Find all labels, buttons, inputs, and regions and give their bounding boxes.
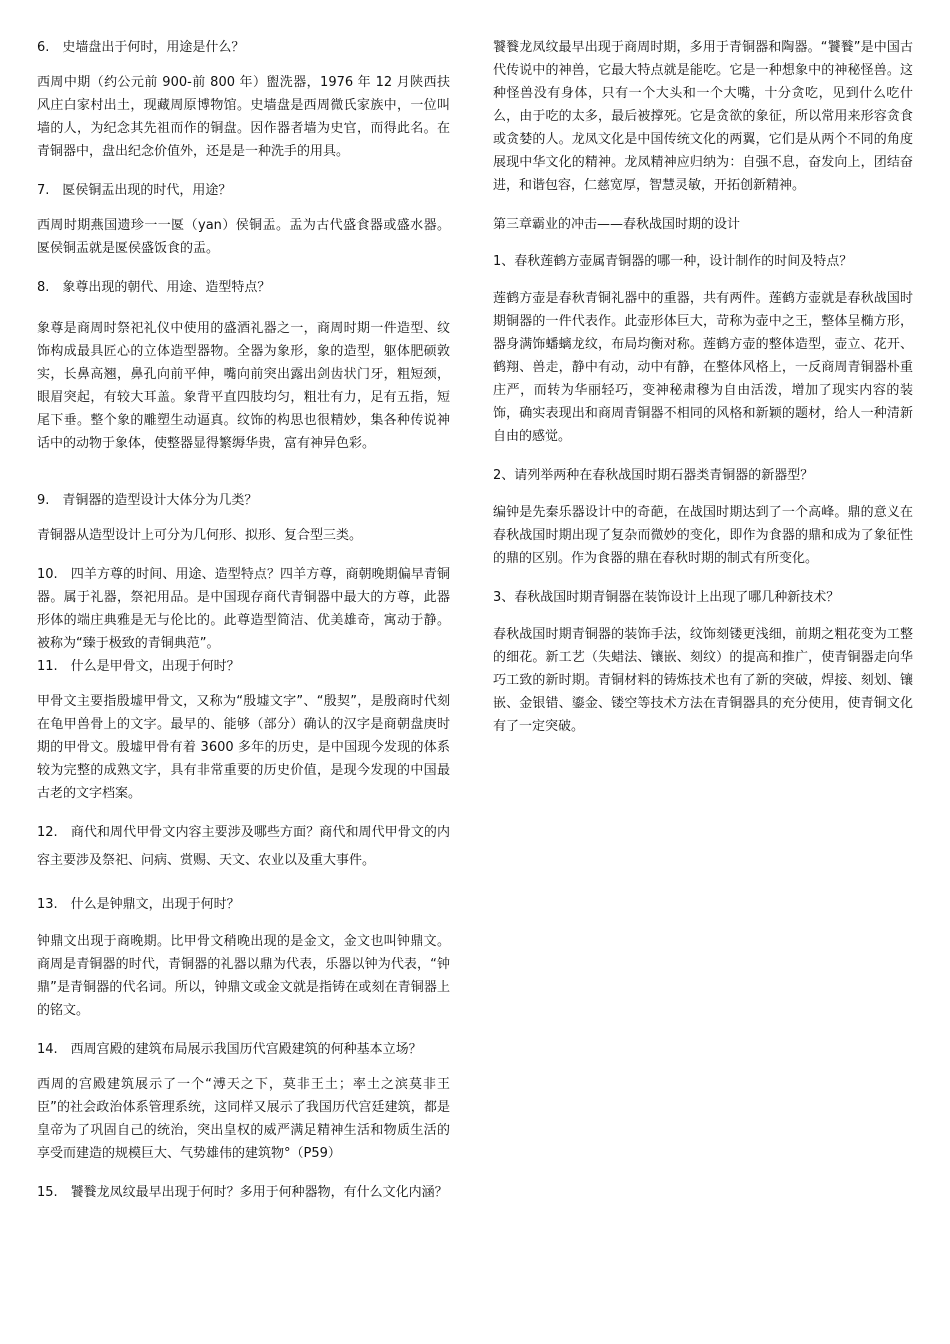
answer-11: 甲骨文主要指殷墟甲骨文，又称为“殷墟文字”、“殷契”，是殷商时代刻在龟甲兽骨上的文字。最早的、能够（部分）确认的汉字是商朝盘庚时期的甲骨文。殷墟甲骨有着 3600 多年的历史，是中国现今发现的体系较为完整的成熟文字，具有非常重要的历史价值，是现今发现的中国最古老的文字档案。 <box>37 694 450 801</box>
question-6: 6. 史墙盘出于何时，用途是什么？ <box>37 40 245 55</box>
question-c3-2: 2、请列举两种在春秋战国时期石器类青铜器的新器型？ <box>493 468 814 483</box>
answer-14: 西周的宫殿建筑展示了一个“溥天之下，莫非王土；率土之滨莫非王臣”的社会政治体系管理系统，这同样又展示了我国历代宫廷建筑，都是皇帝为了巩固自己的统治，突出皇权的威严满足精神生活和物质生活的享受而建造的规模巨大、气势雄伟的建筑物°（P59） <box>37 1077 450 1161</box>
chapter-3-heading: 第三章霸业的冲击——春秋战国时期的设计 <box>493 217 741 232</box>
answer-8: 象尊是商周时祭祀礼仪中使用的盛酒礼器之一，商周时期一件造型、纹饰构成最具匠心的立体造型器物。全器为象形，象的造型，躯体肥硕敦实，长鼻高翘，鼻孔向前平伸，嘴向前突出露出剑齿状门牙，粗短颈，眼眉突起，有较大耳盖。象背平直四肢均匀，粗壮有力，足有五指，短尾下垂。整个象的雕塑生动逼真。纹饰的构思也很精妙，集各种传说神话中的动物于象体，使整器显得繁缛华贵，富有神异色彩。 <box>37 321 450 451</box>
question-14: 14. 西周宫殿的建筑布局展示我国历代宫殿建筑的何种基本立场？ <box>37 1042 422 1057</box>
question-13: 13. 什么是钟鼎文，出现于何时？ <box>37 897 240 912</box>
left-column <box>37 36 450 1216</box>
question-9: 9. 青铜器的造型设计大体分为几类？ <box>37 493 258 508</box>
answer-c3-3: 春秋战国时期青铜器的装饰手法，纹饰刻镂更浅细，前期之粗花变为工整的细花。新工艺（失蜡法、镶嵌、刻纹）的提高和推广，使青铜器走向华巧工致的新时期。青铜材料的铸炼技术也有了新的突破，焊接、刻划、镶嵌、金银错、鎏金、镂空等技术方法在青铜器具的充分使用，使青铜文化有了一定突破。 <box>493 627 913 734</box>
answer-13: 钟鼎文出现于商晚期。比甲骨文稍晚出现的是金文，金文也叫钟鼎文。商周是青铜器的时代，青铜器的礼器以鼎为代表，乐器以钟为代表，“钟鼎”是青铜器的代名词。所以，钟鼎文或金文就是指铸在或刻在青铜器上的铭文。 <box>37 934 450 1018</box>
answer-c3-1: 莲鹤方壶是春秋青铜礼器中的重器，共有两件。莲鹤方壶就是春秋战国时期铜器的一件代表作。此壶形体巨大，苛称为壶中之王，整体呈椭方形，器身满饰蟠螭龙纹，布局均衡对称。莲鹤方壶的整体造型，壶立、花开、鹤翔、兽走，静中有动，动中有静，在整体风格上，一反商周青铜器朴重庄严，而转为华丽轻巧，变神秘肃穆为自由活泼，增加了现实内容的装饰，确实表现出和商周青铜器不相同的风格和新颖的题材，给人一种清新自由的感觉。 <box>493 291 913 444</box>
question-11: 11. 什么是甲骨文，出现于何时？ <box>37 659 240 674</box>
answer-c3-2: 编钟是先秦乐器设计中的奇葩，在战国时期达到了一个高峰。鼎的意义在春秋战国时期出现了复杂而微妙的变化，即作为食器的鼎和成为了象征性的鼎的区别。作为食器的鼎在春秋时期的制式有所变化。 <box>493 505 913 566</box>
question-15: 15. 饕餮龙凤纹最早出现于何时？多用于何种器物，有什么文化内涵？ <box>37 1185 448 1200</box>
question-c3-3: 3、春秋战国时期青铜器在装饰设计上出现了哪几种新技术？ <box>493 590 840 605</box>
answer-6: 西周中期（约公元前 900-前 800 年）盥洗器，1976 年 12 月陕西扶风庄白家村出土，现藏周原博物馆。史墙盘是西周微氏家族中，一位叫墙的人，为纪念其先祖而作的铜盘。因作器者墙为史官，而得此名。在青铜器中，盘出纪念价值外，还是是一种洗手的用具。 <box>37 75 450 159</box>
question-c3-1: 1、春秋莲鹤方壶属青铜器的哪一种，设计制作的时间及特点？ <box>493 254 853 269</box>
question-7: 7. 匽侯铜盂出现的时代，用途？ <box>37 183 232 198</box>
item-12: 12. 商代和周代甲骨文内容主要涉及哪些方面？商代和周代甲骨文的内容主要涉及祭祀、问病、赏赐、天文、农业以及重大事件。 <box>37 825 450 868</box>
answer-7: 西周时期燕国遗珍一一匽（yan）侯铜盂。盂为古代盛食器或盛水器。匽侯铜盂就是匽侯盛饭食的盂。 <box>37 218 450 256</box>
question-8: 8. 象尊出现的朝代、用途、造型特点？ <box>37 280 271 295</box>
answer-9: 青铜器从造型设计上可分为几何形、拟形、复合型三类。 <box>37 528 363 543</box>
item-10: 10. 四羊方尊的时间、用途、造型特点？四羊方尊，商朝晚期偏早青铜器。属于礼器，祭祀用品。是中国现存商代青铜器中最大的方尊，此器形体的端庄典雅是无与伦比的。此尊造型简洁、优美雄奇，寓动于静。被称为“臻于极致的青铜典范”。 <box>37 567 450 651</box>
answer-15: 饕餮龙凤纹最早出现于商周时期，多用于青铜器和陶器。“饕餮”是中国古代传说中的神兽，它最大特点就是能吃。它是一种想象中的神秘怪兽。这种怪兽没有身体，只有一个大头和一个大嘴，十分贪吃，见到什么吃什么，由于吃的太多，最后被撑死。它是贪欲的象征，所以常用来形容贪食或贪婪的人。龙凤文化是中国传统文化的两翼，它们是从两个不同的角度展现中华文化的精神。龙凤精神应归纳为：自强不息，奋发向上，团结奋进，和谐包容，仁慈宽厚，智慧灵敏，开拓创新精神。 <box>493 40 913 193</box>
right-column <box>493 36 913 754</box>
